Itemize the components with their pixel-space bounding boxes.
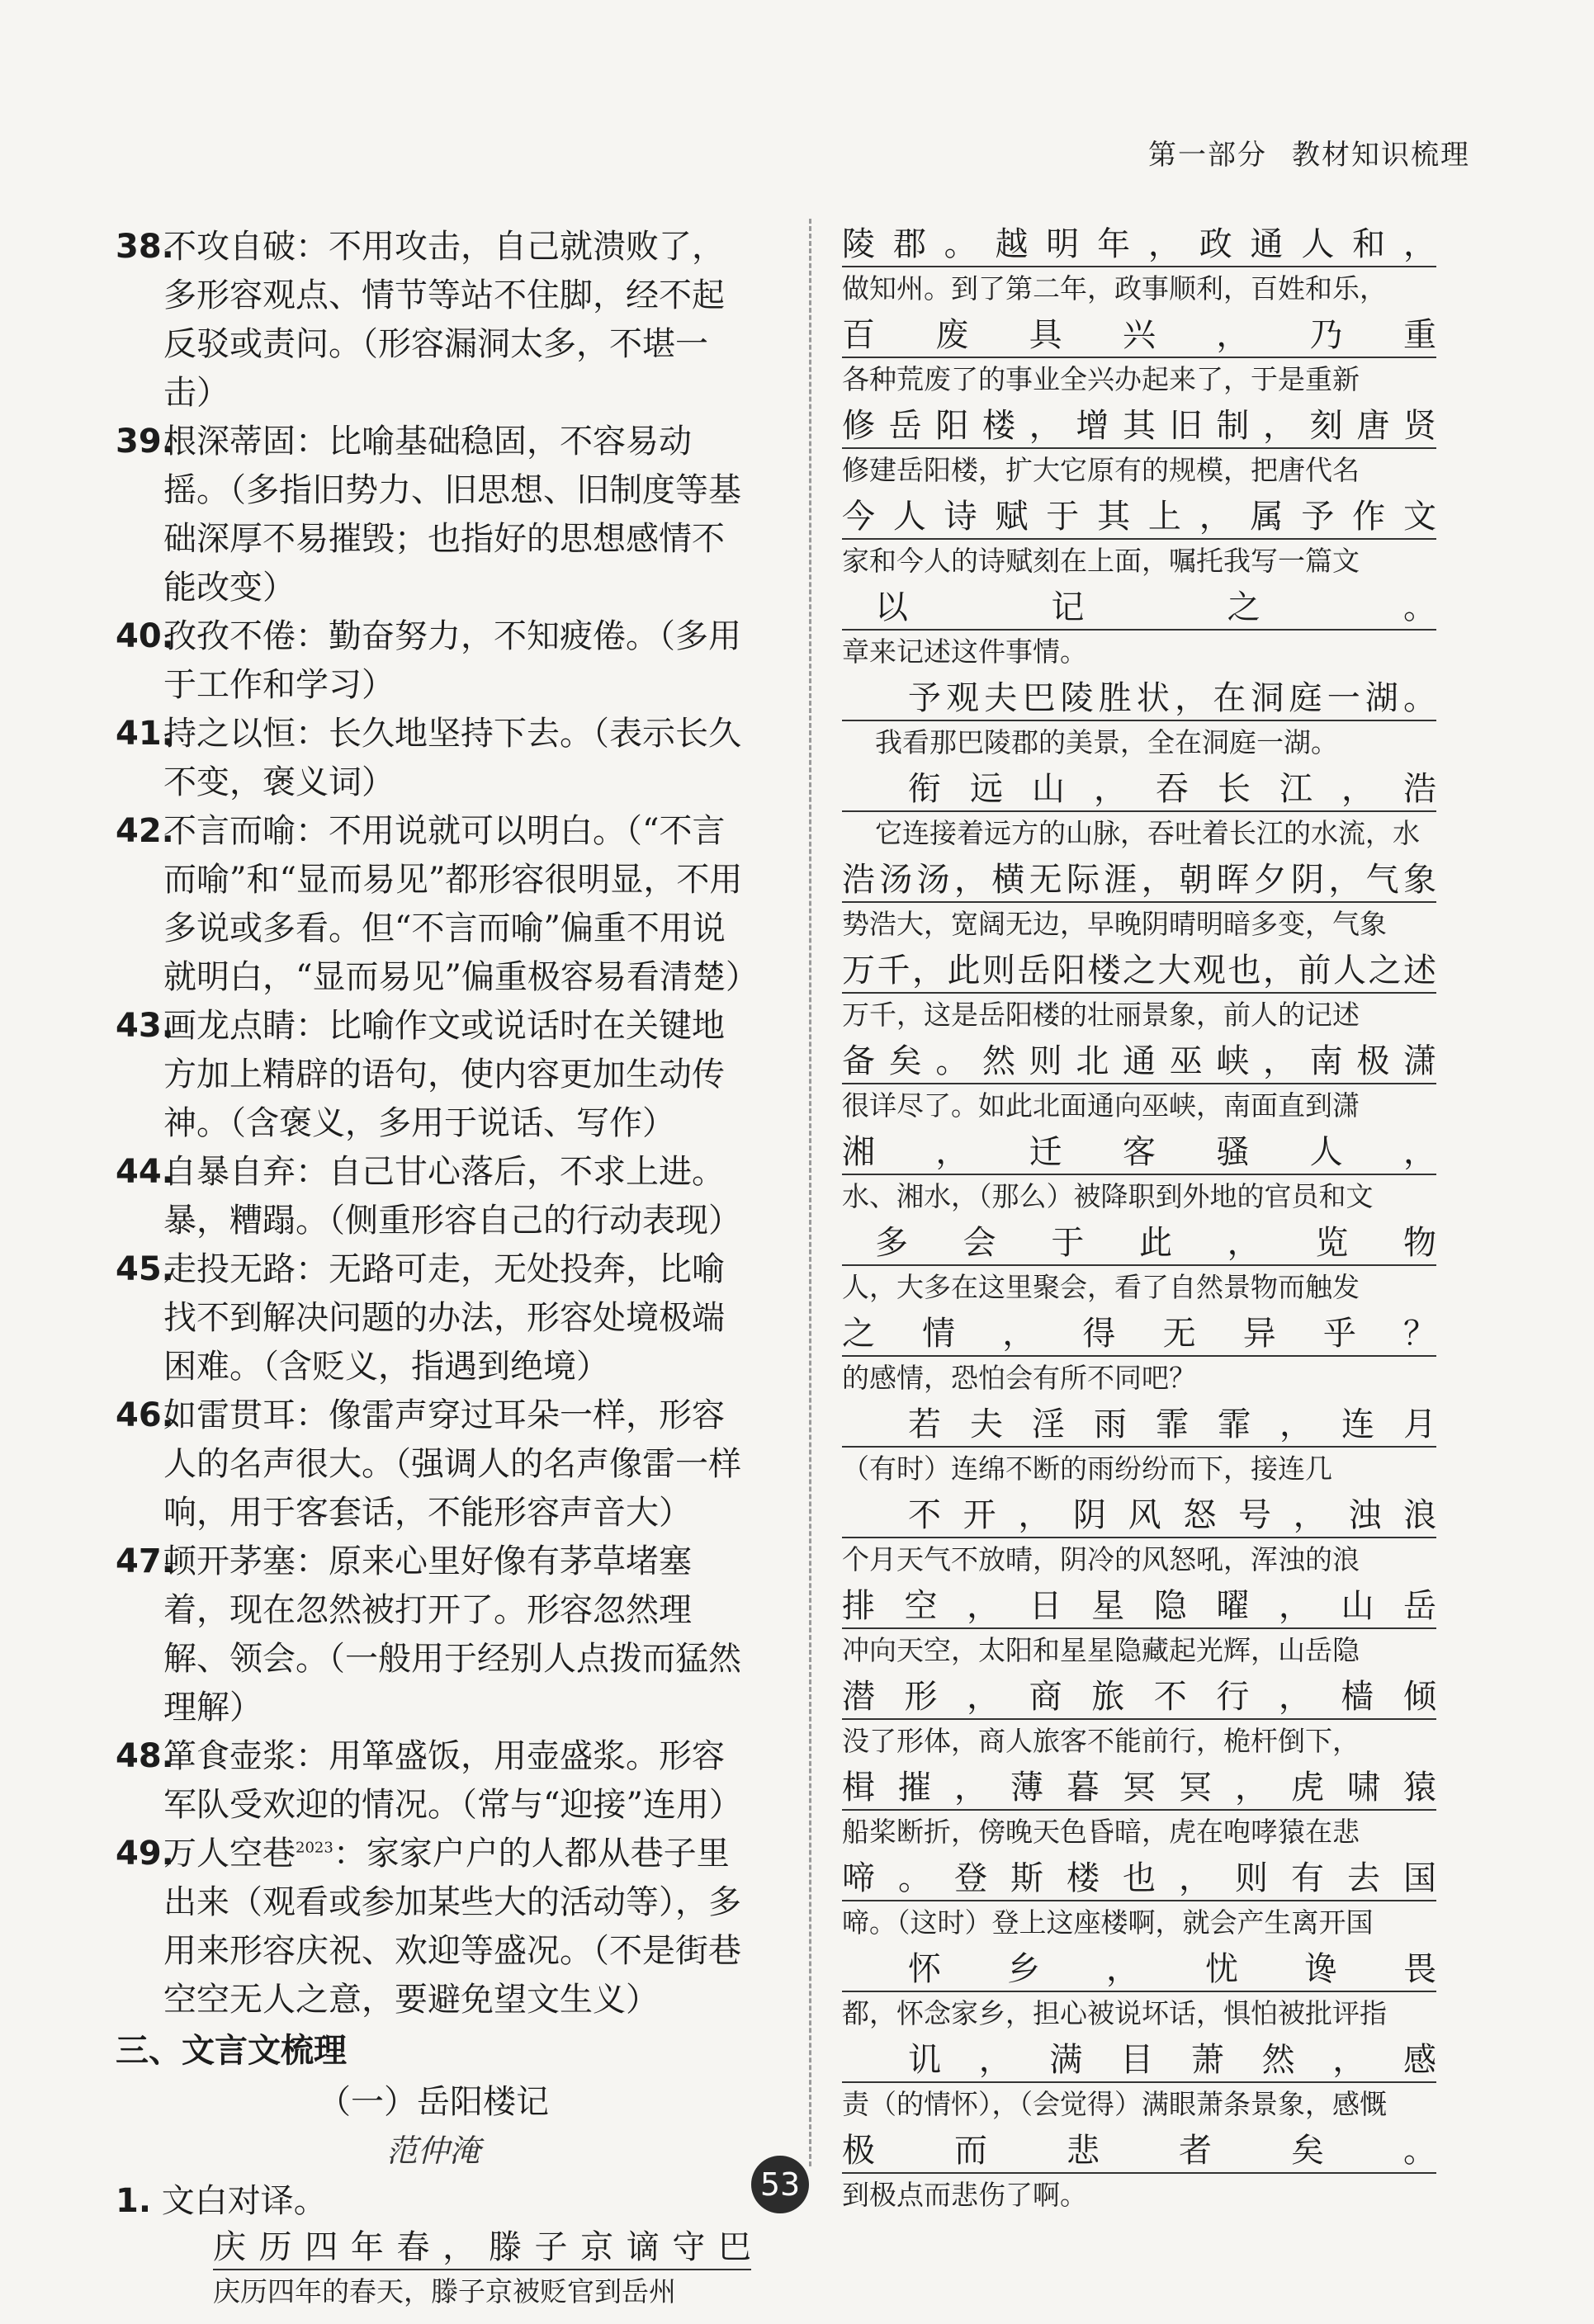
idiom-text: 如雷贯耳：像雷声穿过耳朵一样，形容人的名声很大。（强调人的名声像雷一样响，用于客套话，不能形容声音大） <box>163 1396 741 1532</box>
idiom-list <box>116 223 759 1830</box>
idiom-entry <box>116 1148 751 1245</box>
classical-text-line: 潜形，商旅不行，樯倾 <box>842 1675 1436 1720</box>
modern-translation-line: 家和今人的诗赋刻在上面，嘱托我写一篇文 <box>842 545 1360 577</box>
modern-translation-line: 冲向天空，太阳和星星隐藏起光辉，山岳隐 <box>842 1634 1360 1666</box>
translation-pair <box>842 949 1436 1040</box>
idiom-number: 46. <box>116 1396 174 1434</box>
modern-translation-line: 责（的情怀），（会觉得）满眼萧条景象，感慨 <box>842 2088 1387 2120</box>
classical-text-line: 今人诗赋于其上，属予作文 <box>842 495 1436 540</box>
idiom-entry <box>116 1391 751 1538</box>
translation-pair <box>842 586 1436 677</box>
classical-text-line: 怀乡，忧谗畏 <box>842 1948 1436 1992</box>
idiom-number: 47. <box>116 1542 174 1580</box>
modern-translation-line: 万千，这是岳阳楼的壮丽景象，前人的记述 <box>842 999 1360 1031</box>
modern-translation-line: 做知州。到了第二年，政事顺利，百姓和乐， <box>842 272 1387 305</box>
idiom-number: 38. <box>116 228 174 266</box>
modern-translation-line: 庆历四年的春天，滕子京被贬官到岳州 <box>213 2275 676 2307</box>
classical-text-line: 万千，此则岳阳楼之大观也，前人之述 <box>842 949 1436 994</box>
classical-text-line: 陵郡。越明年，政通人和， <box>842 223 1436 267</box>
modern-translation-line: 的感情，恐怕会有所不同吧？ <box>842 1362 1196 1394</box>
idiom-entry-49 <box>116 1830 751 2024</box>
idiom-text: 顿开茅塞：原来心里好像有茅草堵塞着，现在忽然被打开了。形容忽然理解、领会。（一般用于经别人点拨而猛然理解） <box>163 1542 741 1726</box>
translation-pair <box>842 223 1436 314</box>
modern-translation-line: 水、湘水，（那么）被降职到外地的官员和文 <box>842 1180 1374 1212</box>
modern-translation-line: 没了形体，商人旅客不能前行，桅杆倒下， <box>842 1725 1360 1757</box>
translation-pair <box>842 314 1436 404</box>
idiom-entry <box>116 710 751 807</box>
classical-text-line: 啼。登斯楼也，则有去国 <box>842 1857 1436 1901</box>
left-translation-pairs <box>116 2226 751 2317</box>
classical-text-line: 不开，阴风怒号，浊浪 <box>842 1494 1436 1538</box>
idiom-text: 走投无路：无路可走，无处投奔，比喻找不到解决问题的办法，形容处境极端困难。（含贬义，指遇到绝境） <box>163 1250 725 1386</box>
classical-text-line: 排空，日星隐曜，山岳 <box>842 1585 1436 1629</box>
idiom-text: 不攻自破：不用攻击，自己就溃败了，多形容观点、情节等站不住脚，经不起反驳或责问。（形容漏洞太多，不堪一击） <box>163 228 725 412</box>
translation-pair <box>842 677 1436 768</box>
right-translation-pairs <box>842 223 1436 2220</box>
translation-pair <box>842 1585 1436 1675</box>
modern-translation-line: 很详尽了。如此北面通向巫峡，南面直到潇 <box>842 1089 1360 1122</box>
classical-text-line: 多会于此，览物 <box>842 1221 1436 1266</box>
translation-pair <box>116 2226 751 2317</box>
exam-year-mark: 2023 <box>296 1839 333 1857</box>
classical-text-line: 修岳阳楼，增其旧制，刻唐贤 <box>842 404 1436 449</box>
task-number: 1. <box>116 2182 152 2220</box>
translation-pair <box>842 1675 1436 1766</box>
modern-translation-line: 人，大多在这里聚会，看了自然景物而触发 <box>842 1271 1360 1303</box>
classical-text-line: 庆历四年春，滕子京谪守巴 <box>213 2226 751 2270</box>
modern-translation-line: 船桨断折，傍晚天色昏暗，虎在咆哮猿在悲 <box>842 1816 1360 1848</box>
idiom-entry <box>116 223 751 418</box>
idiom-entry <box>116 612 751 710</box>
modern-translation-line: 修建岳阳楼，扩大它原有的规模，把唐代名 <box>842 454 1360 486</box>
idiom-text: 画龙点睛：比喻作文或说话时在关键地方加上精辟的语句，使内容更加生动传神。（含褒义，多用于说话、写作） <box>163 1007 725 1142</box>
classical-text-line: 备矣。然则北通巫峡，南极潇 <box>842 1040 1436 1084</box>
translation-pair <box>842 1040 1436 1131</box>
header-part: 第一部分 <box>1148 139 1267 172</box>
translation-pair <box>842 858 1436 949</box>
translation-pair <box>842 1403 1436 1494</box>
page-number: 53 <box>751 2156 809 2213</box>
classical-text-line: 极而悲者矣。 <box>842 2129 1436 2174</box>
idiom-number: 49. <box>116 1835 174 1873</box>
lesson-author: 范仲淹 <box>385 2133 480 2169</box>
idiom-number: 41. <box>116 715 174 753</box>
idiom-number: 43. <box>116 1007 174 1045</box>
idiom-number: 45. <box>116 1250 174 1288</box>
classical-text-line: 之情，得无异乎？ <box>842 1312 1436 1357</box>
idiom-number: 39. <box>116 423 174 461</box>
translation-pair <box>842 768 1436 858</box>
translation-pair <box>842 2129 1436 2220</box>
idiom-entry <box>116 1002 751 1148</box>
modern-translation-line: 都，怀念家乡，担心被说坏话，惧怕被批评指 <box>842 1997 1387 2029</box>
classical-text-line: 予观夫巴陵胜状，在洞庭一湖。 <box>842 677 1436 721</box>
idiom-entry <box>116 1732 751 1830</box>
idiom-text: 根深蒂固：比喻基础稳固，不容易动摇。（多指旧势力、旧思想、旧制度等基础深厚不易摧毁；也指好的思想感情不能改变） <box>163 423 741 607</box>
modern-translation-line: （有时）连绵不断的雨纷纷而下，接连几 <box>842 1452 1332 1485</box>
modern-translation-line: 势浩大，宽阔无边，早晚阴晴明暗多变，气象 <box>842 908 1387 940</box>
idiom-text: 持之以恒：长久地坚持下去。（表示长久不变，褒义词） <box>163 715 741 801</box>
idiom-entry <box>116 418 751 612</box>
idiom-text: ：家家户户的人都从巷子里出来（观看或参加某些大的活动等），多用来形容庆祝、欢迎等盛况。（不是街巷空空无人之意，要避免望文生义） <box>163 1835 741 2019</box>
section-heading: 三、文言文梳理 <box>116 2032 347 2070</box>
idiom-entry <box>116 1538 751 1732</box>
modern-translation-line: 啼。（这时）登上这座楼啊，就会产生离开国 <box>842 1906 1374 1939</box>
column-divider <box>809 219 811 2166</box>
modern-translation-line: 到极点而悲伤了啊。 <box>842 2179 1087 2211</box>
idiom-head: 万人空巷 <box>163 1835 296 1873</box>
running-header <box>1148 132 1470 172</box>
left-column <box>116 223 759 2317</box>
idiom-number: 42. <box>116 812 174 850</box>
modern-translation-line: 我看那巴陵郡的美景，全在洞庭一湖。 <box>875 726 1338 758</box>
idiom-text: 自暴自弃：自己甘心落后，不求上进。暴，糟蹋。（侧重形容自己的行动表现） <box>163 1153 741 1240</box>
idiom-entry <box>116 807 759 1002</box>
classical-text-line: 浩汤汤，横无际涯，朝晖夕阴，气象 <box>842 858 1436 903</box>
task-text: 文白对译。 <box>161 2182 327 2220</box>
idiom-text: 孜孜不倦：勤奋努力，不知疲倦。（多用于工作和学习） <box>163 617 741 704</box>
translation-pair <box>842 1494 1436 1585</box>
translation-pair <box>842 1857 1436 1948</box>
header-title: 教材知识梳理 <box>1292 139 1470 172</box>
classical-text-line: 楫摧，薄暮冥冥，虎啸猿 <box>842 1766 1436 1811</box>
classical-text-line: 讥，满目萧然，感 <box>842 2038 1436 2083</box>
idiom-text: 不言而喻：不用说就可以明白。（“不言而喻”和“显而易见”都形容很明显，不用多说或多看。但“不言而喻”偏重不用说就明白，“显而易见”偏重极容易看清楚） <box>163 812 759 996</box>
translation-pair <box>842 1312 1436 1403</box>
idiom-entry <box>116 1245 751 1391</box>
translation-pair <box>842 2038 1436 2129</box>
task-line <box>116 2176 751 2226</box>
classical-text-line: 若夫淫雨霏霏，连月 <box>842 1403 1436 1448</box>
translation-pair <box>842 1948 1436 2038</box>
translation-pair <box>842 1221 1436 1312</box>
lesson-title: （一）岳阳楼记 <box>318 2083 549 2121</box>
classical-text-line: 以记之。 <box>842 586 1436 631</box>
idiom-number: 48. <box>116 1737 174 1775</box>
modern-translation-line: 各种荒废了的事业全兴办起来了，于是重新 <box>842 363 1360 395</box>
right-column <box>842 223 1436 2220</box>
idiom-text: 箪食壶浆：用箪盛饭，用壶盛浆。形容军队受欢迎的情况。（常与“迎接”连用） <box>163 1737 742 1824</box>
translation-pair <box>842 1766 1436 1857</box>
translation-pair <box>842 404 1436 495</box>
idiom-number: 40. <box>116 617 174 655</box>
modern-translation-line: 个月天气不放晴，阴冷的风怒吼，浑浊的浪 <box>842 1543 1360 1575</box>
modern-translation-line: 章来记述这件事情。 <box>842 635 1087 668</box>
translation-pair <box>842 495 1436 586</box>
classical-text-line: 湘，迁客骚人， <box>842 1131 1436 1175</box>
translation-pair <box>842 1131 1436 1221</box>
idiom-number: 44. <box>116 1153 174 1191</box>
modern-translation-line: 它连接着远方的山脉，吞吐着长江的水流，水 <box>875 817 1420 849</box>
classical-text-line: 百废具兴，乃重 <box>842 314 1436 358</box>
classical-text-line: 衔远山，吞长江，浩 <box>842 768 1436 812</box>
